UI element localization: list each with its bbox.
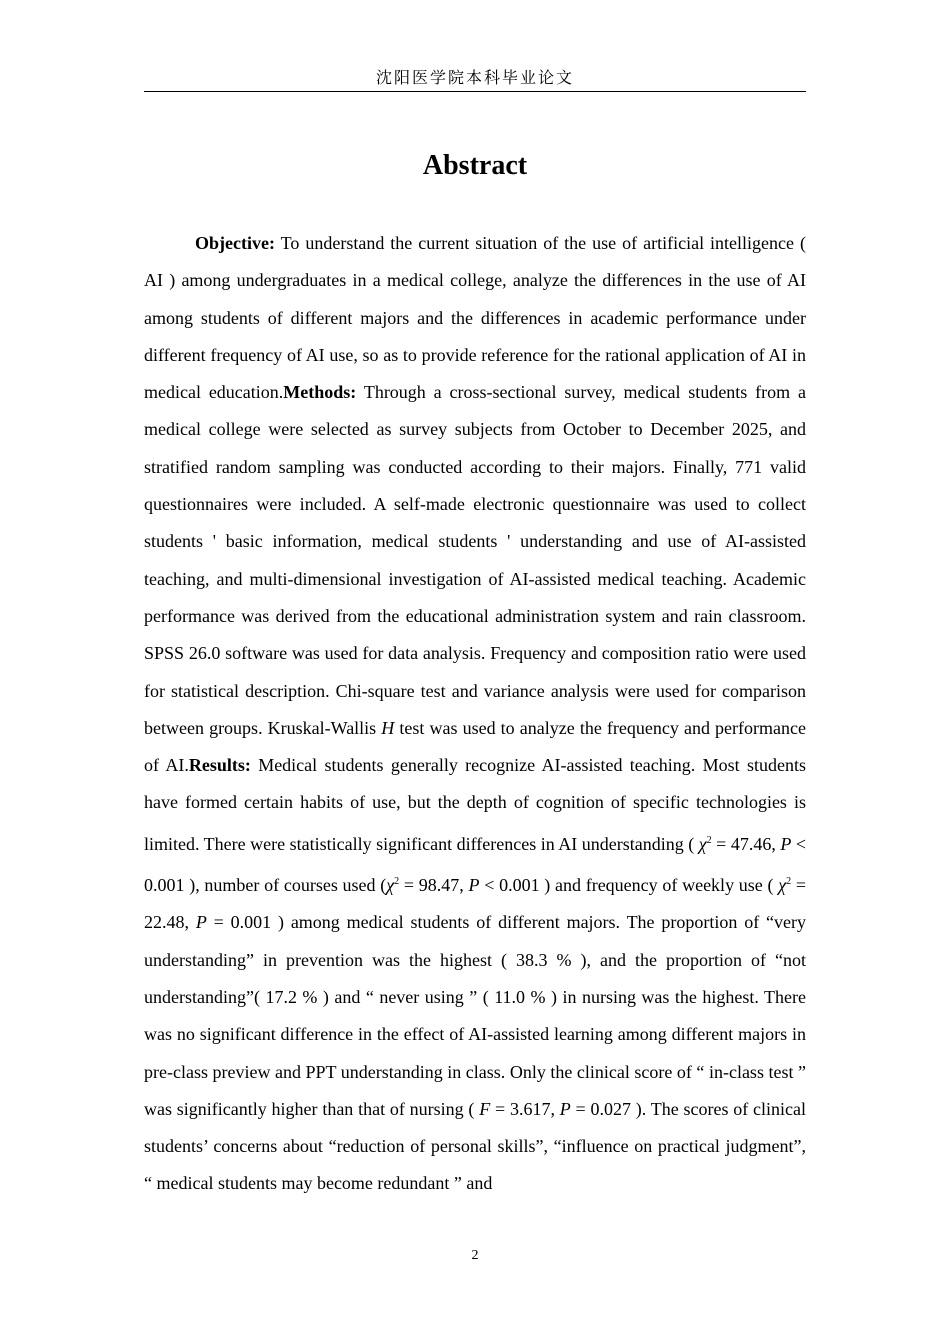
- results-text: = 22.48,: [144, 875, 806, 933]
- results-text: = 0.027 ). The scores of clinical students’ concerns about “reduction of personal skills”, “influence on practical judgment”, “ medical students may become redundant ” and: [144, 1098, 806, 1194]
- page-number: 2: [471, 1248, 479, 1263]
- f-statistic-symbol: F: [479, 1098, 491, 1119]
- page-title: Abstract: [422, 150, 528, 181]
- results-text: = 98.47,: [399, 875, 469, 896]
- chi-square-symbol: χ: [386, 875, 395, 896]
- h-statistic-symbol: H: [381, 717, 395, 738]
- chi-square-exponent: 2: [706, 834, 712, 846]
- chi-square-exponent: 2: [786, 876, 792, 888]
- p-value-symbol: P: [195, 912, 207, 933]
- chi-square-symbol: χ: [778, 875, 787, 896]
- header-rule: [144, 91, 806, 92]
- abstract-paragraph: [144, 225, 806, 1203]
- p-value-symbol: P: [780, 833, 792, 854]
- chi-square-exponent: 2: [394, 876, 400, 888]
- objective-label: Objective:: [195, 233, 275, 253]
- running-header: 沈阳医学院本科毕业论文: [375, 70, 574, 87]
- methods-label: Methods:: [283, 382, 357, 403]
- results-text: < 0.001 ) and frequency of weekly use (: [479, 875, 779, 896]
- methods-text: Through a cross-sectional survey, medical students from a medical college were selected as survey subjects from October to December 2025, and stratified random sampling was conducted according to their majors. Finally, 771 valid questionnaires were included. A self-made electronic questionnaire was used to collect students ' basic information, medical students ' understanding and use of AI-assisted teaching, and multi-dimensional investigation of AI-assisted medical teaching. Academic performance was derived from the educational administration system and rain classroom. SPSS 26.0 software was used for data analysis. Frequency and composition ratio were used for statistical description. Chi-square test and variance analysis were used for comparison between groups. Kruskal-Wallis: [144, 382, 806, 738]
- results-text: < 0.001 ), number of courses used (: [144, 833, 807, 896]
- results-text: = 47.46,: [711, 833, 781, 854]
- methods-text-end: test was used to analyze the frequency and performance of AI.: [144, 717, 806, 776]
- results-text: = 3.617,: [490, 1098, 560, 1119]
- results-text: = 0.001 ) among medical students of different majors. The proportion of “very understanding” in prevention was the highest ( 38.3 % ), and the proportion of “not understanding”( 17.2 % ) and “ never using ” ( 11.0 % ) in nursing was the highest. There was no significant difference in the effect of AI-assisted learning among different majors in pre-class preview and PPT understanding in class. Only the clinical score of “ in-class test ” was significantly higher than that of nursing (: [144, 912, 806, 1119]
- results-text: Medical students generally recognize AI-assisted teaching. Most students have formed certain habits of use, but the depth of cognition of specific technologies is limited. There were statistically significant differences in AI understanding (: [144, 755, 806, 854]
- objective-text: To understand the current situation of the use of artificial intelligence ( AI ) among undergraduates in a medical college, analyze the differences in the use of AI among students of different majors and the differences in academic performance under different frequency of AI use, so as to provide reference for the rational application of AI in medical education.: [144, 233, 806, 403]
- chi-square-symbol: χ: [698, 833, 707, 854]
- p-value-symbol: P: [468, 875, 480, 896]
- results-label: Results:: [188, 755, 251, 776]
- p-value-symbol: P: [559, 1098, 571, 1119]
